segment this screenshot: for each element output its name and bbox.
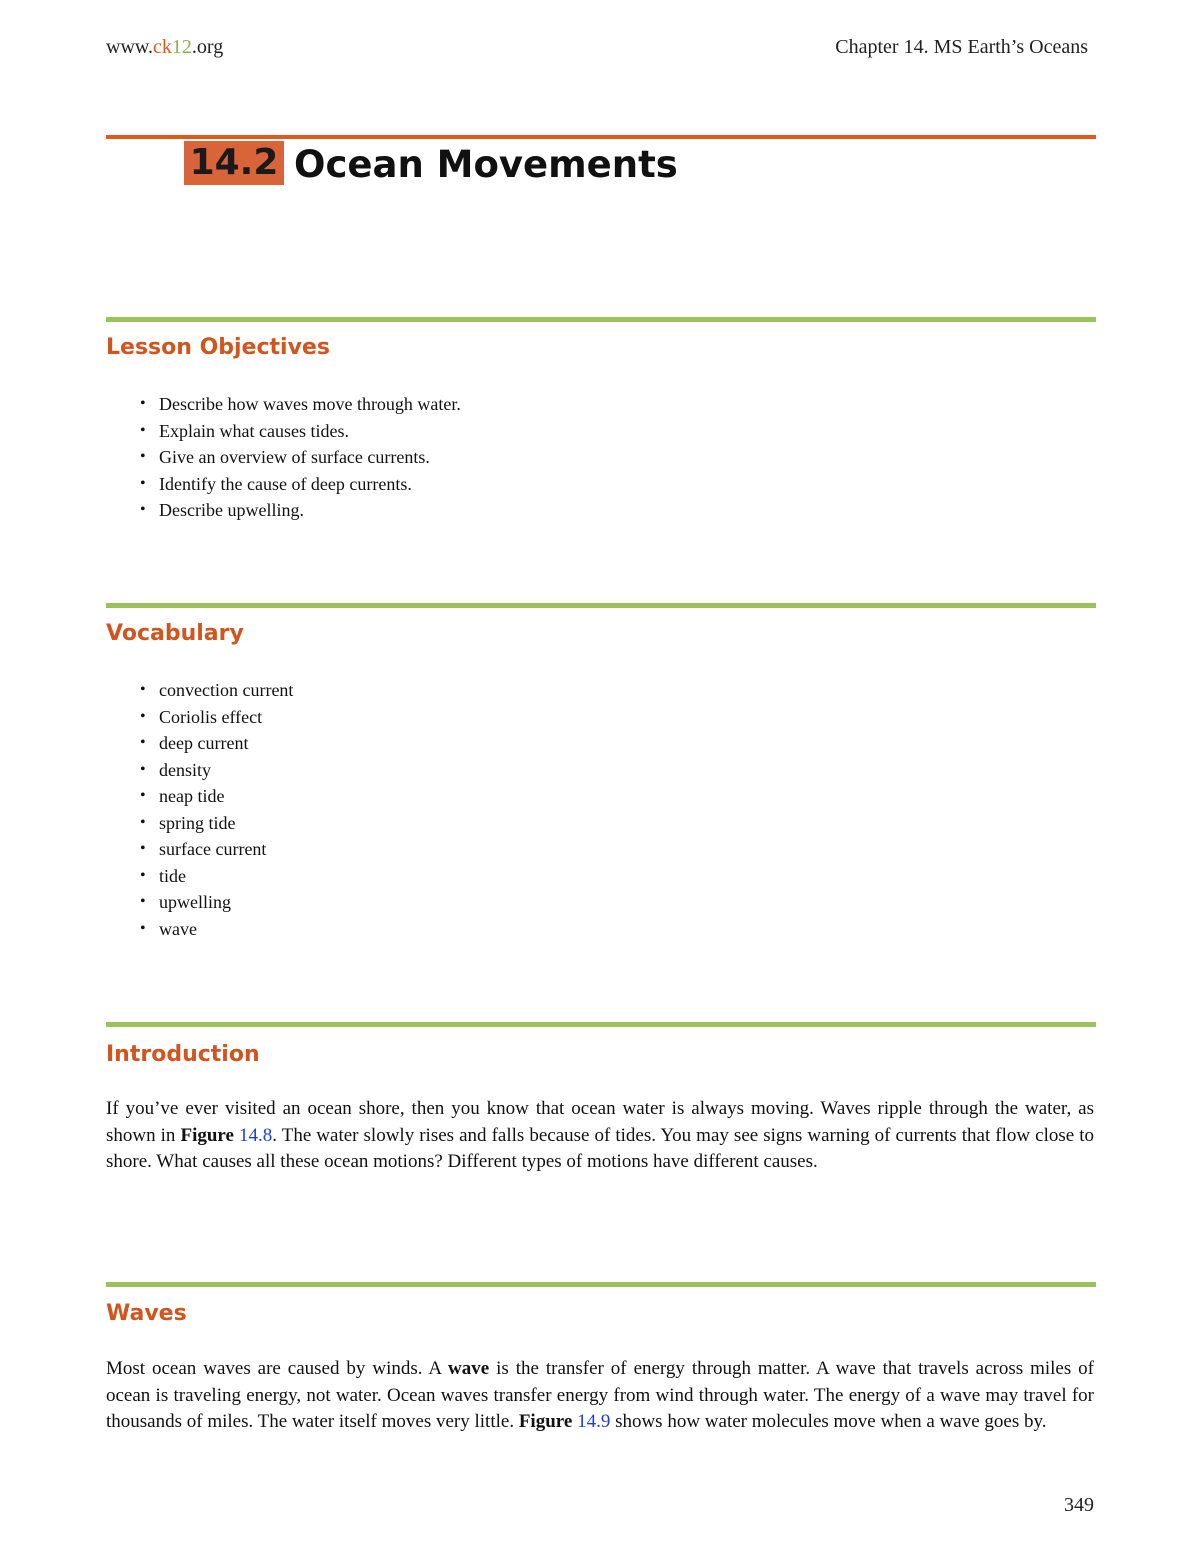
introduction-paragraph <box>106 1096 1094 1176</box>
figure-label: Figure <box>180 1124 234 1146</box>
heading-lesson-objectives: Lesson Objectives <box>106 335 330 360</box>
waves-text: is the transfer of energy through matter. A wave that travels across miles of ocean is traveling energy, not water. Ocean waves transfer energy from wind through water. The energy of a wave may travel for thousands of miles. The water itself moves very little. <box>106 1358 1094 1433</box>
figure-link-14-8[interactable]: 14.8 <box>239 1124 273 1146</box>
section-number: 14.2 <box>184 141 284 185</box>
intro-text: . The water slowly rises and falls because of tides. You may see signs warning of currents that flow close to shore. What causes all these ocean motions? Different types of motions have different causes. <box>106 1124 1094 1173</box>
site-suffix: .org <box>191 36 224 58</box>
list-item: • tide <box>140 863 293 890</box>
list-item: • convection current <box>140 677 293 704</box>
figure-link-14-9[interactable]: 14.9 <box>577 1411 611 1433</box>
heading-vocabulary: Vocabulary <box>106 621 244 646</box>
list-item: • spring tide <box>140 810 293 837</box>
list-item: • Describe how waves move through water. <box>140 391 461 418</box>
list-item: • upwelling <box>140 889 293 916</box>
site-12: 12 <box>171 36 192 58</box>
intro-text: If you’ve ever visited an ocean shore, then you know that ocean water is always moving. Waves ripple through the water, as shown in <box>106 1098 1094 1146</box>
list-item: • Coriolis effect <box>140 704 293 731</box>
divider-introduction <box>106 1022 1096 1027</box>
chapter-header: Chapter 14. MS Earth’s Oceans <box>835 36 1088 58</box>
heading-introduction: Introduction <box>106 1042 260 1067</box>
term-wave: wave <box>448 1358 490 1379</box>
site-prefix: www. <box>106 36 154 58</box>
site-ck: ck <box>153 36 172 58</box>
waves-paragraph <box>106 1356 1094 1436</box>
waves-text: Most ocean waves are caused by winds. A <box>106 1358 448 1379</box>
vocabulary-list <box>140 677 293 942</box>
list-item: • density <box>140 757 293 784</box>
list-item: • neap tide <box>140 783 293 810</box>
list-item: • surface current <box>140 836 293 863</box>
heading-waves: Waves <box>106 1301 187 1326</box>
waves-text: shows how water molecules move when a wave goes by. <box>610 1411 1047 1433</box>
divider-waves <box>106 1282 1096 1287</box>
figure-label: Figure <box>518 1411 573 1433</box>
divider-vocabulary <box>106 603 1096 608</box>
list-item: • Identify the cause of deep currents. <box>140 471 461 498</box>
list-item: • Give an overview of surface currents. <box>140 444 461 471</box>
objectives-list <box>140 391 461 524</box>
list-item: • Explain what causes tides. <box>140 418 461 445</box>
site-url[interactable] <box>106 36 223 59</box>
page-number: 349 <box>1064 1494 1094 1516</box>
section-rule <box>106 135 1096 139</box>
list-item: • deep current <box>140 730 293 757</box>
divider-objectives <box>106 317 1096 322</box>
list-item: • wave <box>140 916 293 943</box>
section-title: Ocean Movements <box>294 143 678 186</box>
list-item: • Describe upwelling. <box>140 497 461 524</box>
